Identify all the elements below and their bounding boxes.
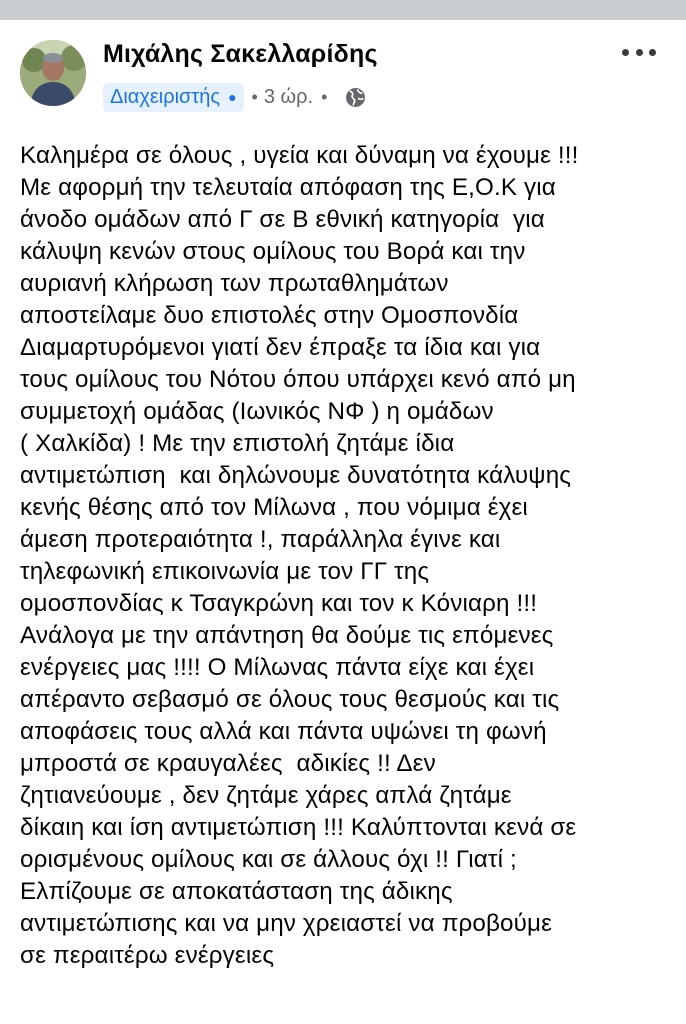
post-text-line: αντιμετώπιση και δηλώνουμε δυνατότητα κάλυψης (20, 462, 572, 489)
post-text-line: Καλημέρα σε όλους , υγεία και δύναμη να έχουμε !!! (20, 142, 579, 169)
post-text-line: δίκαιη και ίση αντιμετώπιση !!! Καλύπτονται κενά σε (20, 814, 577, 841)
post-body (20, 140, 680, 972)
post-text-line: αυριανή κλήρωση των πρωταθλημάτων (20, 270, 449, 297)
post-text-line: ενέργειες μας !!!! Ο Μίλωνας πάντα είχε και έχει (20, 654, 535, 681)
post-text-line: τηλεφωνική επικοινωνία με τον ΓΓ της (20, 558, 430, 585)
meta-separator: • (321, 86, 328, 107)
more-dot (649, 49, 656, 56)
more-dot (622, 49, 629, 56)
post-text-line: ομοσπονδίας κ Τσαγκρώνη και τον κ Κόνιαρη !!! (20, 590, 538, 617)
post-text-line: αποφάσεις τους αλλά και πάντα υψώνει τη φωνή (20, 718, 547, 745)
post-text-line: τους ομίλους του Νότου όπου υπάρχει κενό από μη (20, 366, 576, 393)
meta-separator: • (251, 86, 258, 107)
author-avatar[interactable] (20, 40, 86, 106)
post-text-line: μπροστά σε κραυγαλέες αδικίες !! Δεν (20, 750, 436, 777)
post-text-line: συμμετοχή ομάδας (Ιωνικός ΝΦ ) η ομάδων (20, 398, 494, 425)
post-text-line: αντιμετώπισης και να μην χρειαστεί να προβούμε (20, 910, 553, 937)
more-options-icon[interactable] (622, 42, 656, 62)
post-text-line: κενής θέσης από τον Μίλωνα , που νόμιμα έχει (20, 494, 528, 521)
post-text-line: άμεση προτεραιότητα !, παράλληλα έγινε και (20, 526, 501, 553)
post-text-line: ζητιανεύουμε , δεν ζητάμε χάρες απλά ζητάμε (20, 782, 512, 809)
post-text-line: Με αφορμή την τελευταία απόφαση της Ε,Ο.Κ για (20, 174, 556, 201)
post-text-line: αποστείλαμε δυο επιστολές στην Ομοσπονδία (20, 302, 519, 329)
author-name[interactable]: Μιχάλης Σακελλαρίδης (103, 40, 378, 68)
admin-badge[interactable] (103, 83, 244, 112)
post-text-line: ( Χαλκίδα) ! Με την επιστολή ζητάμε ίδια (20, 430, 455, 457)
post-meta (103, 80, 366, 114)
post-text-line: κάλυψη κενών στους ομίλους του Βορά και την (20, 238, 526, 265)
more-dot (636, 49, 643, 56)
post-text-line: άνοδο ομάδων από Γ σε Β εθνική κατηγορία για (20, 206, 545, 233)
post-text-line: Ανάλογα με την απάντηση θα δούμε τις επόμενες (20, 622, 554, 649)
top-status-bar (0, 0, 686, 20)
globe-icon[interactable] (345, 87, 366, 108)
admin-badge-label: Διαχειριστής (110, 85, 221, 108)
badge-dot-icon: ● (228, 89, 237, 105)
post-text-line: Διαμαρτυρόμενοι γιατί δεν έπραξε τα ίδια και για (20, 334, 541, 361)
post-timestamp[interactable]: 3 ώρ. (263, 85, 314, 108)
post-text-line: ορισμένους ομίλους και σε άλλους όχι !! Γιατί ; (20, 846, 517, 873)
post-text-line: Ελπίζουμε σε αποκατάσταση της άδικης (20, 878, 453, 905)
post-text-line: σε περαιτέρω ενέργειες (20, 942, 275, 969)
post-text-line: απέραντο σεβασμό σε όλους τους θεσμούς και τις (20, 686, 560, 713)
